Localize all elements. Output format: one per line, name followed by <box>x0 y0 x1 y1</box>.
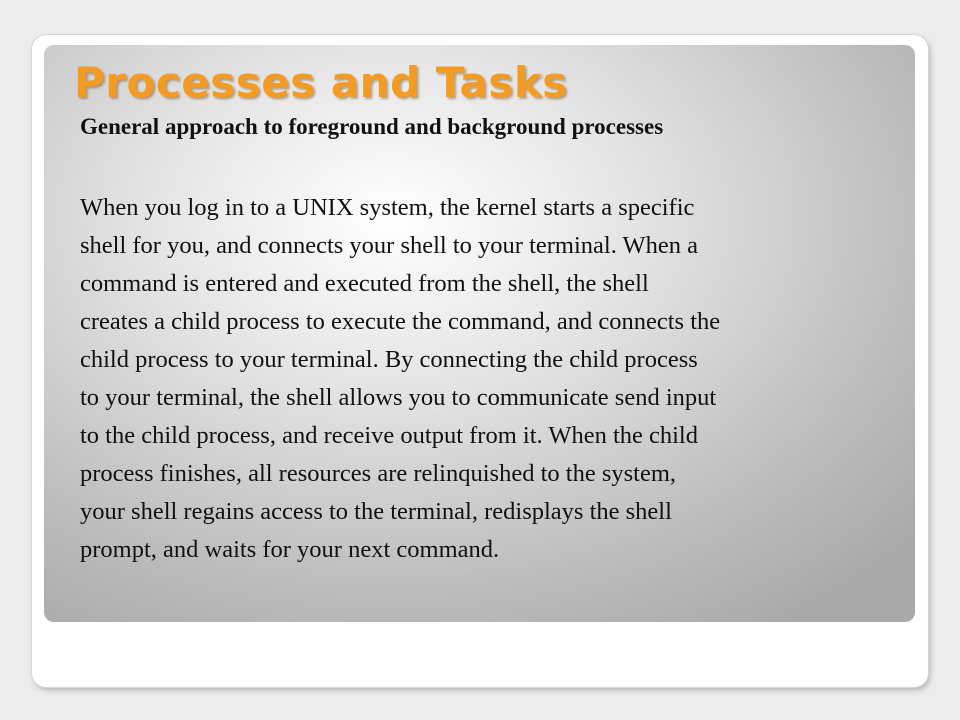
body-line: creates a child process to execute the command, and connects the <box>80 308 721 335</box>
body-line: command is entered and executed from the shell, the shell <box>80 270 649 297</box>
slide-title: Processes and Tasks <box>74 58 568 107</box>
body-line: child process to your terminal. By connecting the child process <box>80 346 698 373</box>
body-line: When you log in to a UNIX system, the kernel starts a specific <box>80 194 695 221</box>
content-panel <box>44 45 915 622</box>
body-line: prompt, and waits for your next command. <box>80 536 500 563</box>
slide-body-text <box>80 189 915 569</box>
body-line: to your terminal, the shell allows you to communicate send input <box>80 384 717 411</box>
slide-frame <box>32 35 928 687</box>
body-line: to the child process, and receive output from it. When the child <box>80 422 698 449</box>
body-line: shell for you, and connects your shell to your terminal. When a <box>80 232 699 259</box>
slide-subtitle: General approach to foreground and background processes <box>80 114 664 139</box>
body-line: process finishes, all resources are relinquished to the system, <box>80 460 677 487</box>
body-line: your shell regains access to the terminal, redisplays the shell <box>80 498 672 525</box>
